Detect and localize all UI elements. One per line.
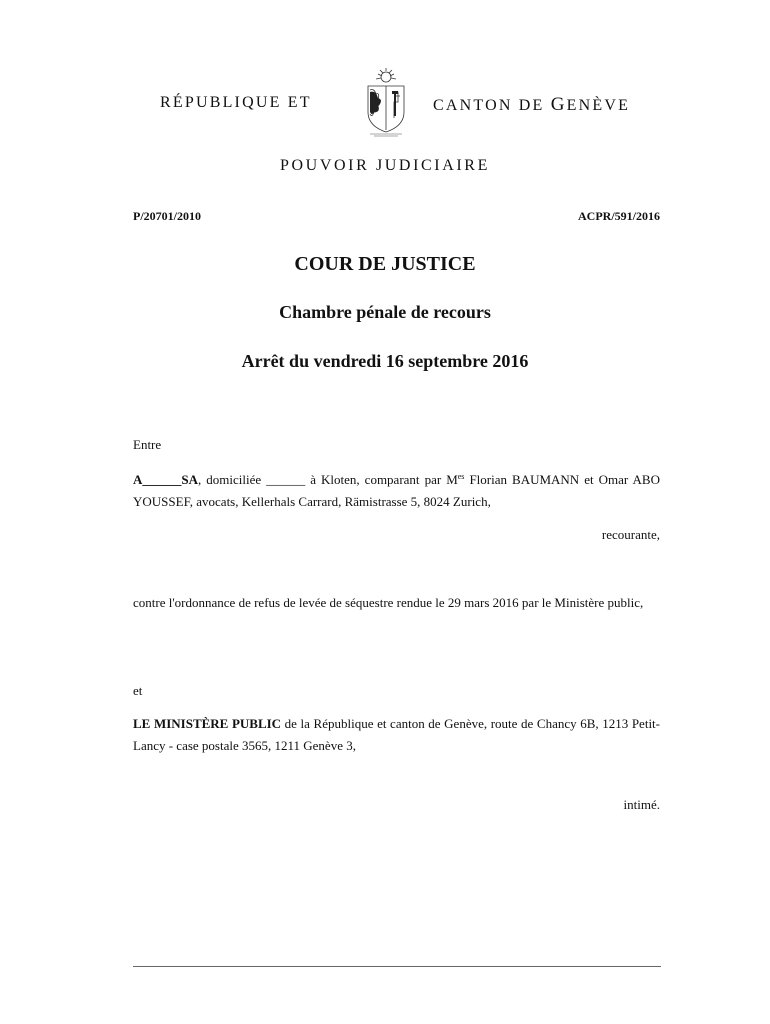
party1-name: A______SA — [133, 472, 199, 487]
header-canton-prefix: CANTON DE — [433, 97, 551, 114]
party1-text-a: , domiciliée ______ à Kloten, comparant par M — [198, 472, 458, 487]
role-recourante: recourante, — [601, 527, 660, 542]
et-label: et — [133, 683, 143, 698]
header-canton-de-geneve — [433, 94, 630, 116]
party2-name: LE MINISTÈRE PUBLIC — [133, 716, 282, 731]
geneva-coat-of-arms-icon — [360, 66, 412, 138]
court-title: COUR DE JUSTICE — [294, 253, 476, 275]
decision-date: Arrêt du vendredi 16 septembre 2016 — [241, 351, 529, 371]
party2-text: de la République et canton de Genève, route de Chancy 6B, 1213 Petit-Lancy - case postale 3565, 1211 Genève 3, — [133, 716, 660, 753]
contre-paragraph: contre l'ordonnance de refus de levée de séquestre rendue le 29 mars 2016 par le Ministère public, — [133, 595, 644, 610]
header-geneve-initial: G — [550, 94, 567, 115]
party1-superscript: es — [457, 472, 465, 481]
entre-label: Entre — [133, 437, 162, 452]
header-geneve-rest: ENÈVE — [566, 97, 631, 114]
footer-divider — [133, 966, 661, 967]
party-recourante — [133, 469, 660, 513]
chamber-title: Chambre pénale de recours — [279, 302, 491, 322]
party1-text-b: Florian BAUMANN et Omar ABO YOUSSEF, avocats, Kellerhals Carrard, Rämistrasse 5, 8024 Zurich, — [133, 472, 660, 509]
role-intime: intimé. — [623, 797, 660, 812]
header-pouvoir-judiciaire: POUVOIR JUDICIAIRE — [280, 157, 490, 174]
case-reference: P/20701/2010 — [133, 209, 201, 223]
decision-reference: ACPR/591/2016 — [578, 209, 660, 223]
party-ministere-public — [133, 713, 660, 757]
header-republique: RÉPUBLIQUE ET — [160, 94, 312, 111]
